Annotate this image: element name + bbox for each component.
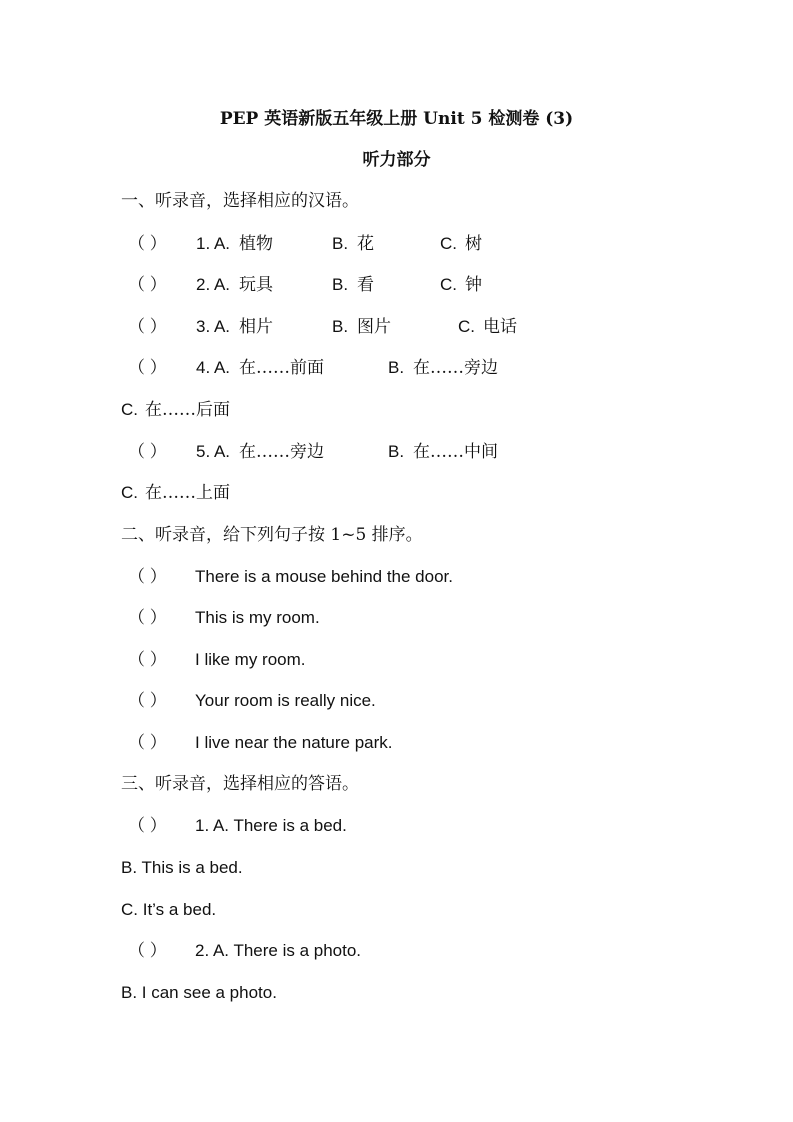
answer-blank[interactable]: （ ） (128, 567, 167, 586)
option-a: 相片 (239, 317, 273, 337)
option-a: 在……旁边 (239, 442, 324, 462)
option-c-label: C. (440, 275, 457, 294)
answer-blank[interactable]: （ ） (128, 608, 167, 627)
section-2-heading: 二、听录音，给下列句子按 1~5 排序。 (121, 525, 423, 545)
answer-blank[interactable]: （ ） (128, 275, 167, 294)
sentence-text: Your room is really nice. (195, 691, 376, 710)
option-c: 钟 (465, 275, 482, 295)
option-a: 2. A. There is a photo. (195, 941, 362, 960)
option-b-label: B. (332, 317, 349, 336)
answer-blank[interactable]: （ ） (128, 358, 167, 377)
option-b-label: B. (332, 234, 349, 253)
option-b: 在……中间 (413, 442, 498, 462)
answer-blank[interactable]: （ ） (128, 816, 167, 835)
option-c-label: C. (440, 234, 457, 253)
question-number: 1. A. (196, 234, 231, 253)
option-c: 在……后面 (145, 400, 230, 420)
option-a: 植物 (239, 234, 273, 254)
question-number: 4. A. (196, 358, 231, 377)
section-1-heading: 一、听录音，选择相应的汉语。 (121, 191, 359, 211)
option-b: 看 (357, 275, 374, 295)
sentence-text: I like my room. (195, 650, 306, 669)
sentence-text: There is a mouse behind the door. (195, 567, 453, 586)
answer-blank[interactable]: （ ） (128, 650, 167, 669)
section-subtitle: 听力部分 (362, 150, 431, 170)
option-c: 树 (465, 234, 482, 254)
section-3-heading: 三、听录音，选择相应的答语。 (121, 774, 359, 794)
answer-blank[interactable]: （ ） (128, 442, 167, 461)
option-b: 图片 (357, 317, 391, 337)
question-number: 2. A. (196, 275, 231, 294)
option-c-label: C. (121, 400, 138, 419)
sentence-text: This is my room. (195, 608, 320, 627)
option-b: 花 (357, 234, 374, 254)
option-c: 电话 (483, 317, 517, 337)
option-a: 玩具 (239, 275, 273, 295)
option-b: 在……旁边 (413, 358, 498, 378)
sentence-text: I live near the nature park. (195, 733, 393, 752)
option-c: C. It’s a bed. (121, 900, 217, 919)
option-a: 1. A. There is a bed. (195, 816, 347, 835)
answer-blank[interactable]: （ ） (128, 317, 167, 336)
option-b-label: B. (332, 275, 349, 294)
answer-blank[interactable]: （ ） (128, 691, 167, 710)
option-a: 在……前面 (239, 358, 324, 378)
option-b: B. This is a bed. (121, 858, 243, 877)
option-b-label: B. (388, 442, 405, 461)
answer-blank[interactable]: （ ） (128, 941, 167, 960)
option-b: B. I can see a photo. (121, 983, 277, 1002)
option-b-label: B. (388, 358, 405, 377)
question-number: 5. A. (196, 442, 231, 461)
page-title: PEP 英语新版五年级上册 Unit 5 检测卷 (3) (219, 109, 574, 129)
answer-blank[interactable]: （ ） (128, 234, 167, 253)
question-number: 3. A. (196, 317, 231, 336)
option-c-label: C. (121, 483, 138, 502)
option-c: 在……上面 (145, 483, 230, 503)
option-c-label: C. (458, 317, 475, 336)
answer-blank[interactable]: （ ） (128, 733, 167, 752)
